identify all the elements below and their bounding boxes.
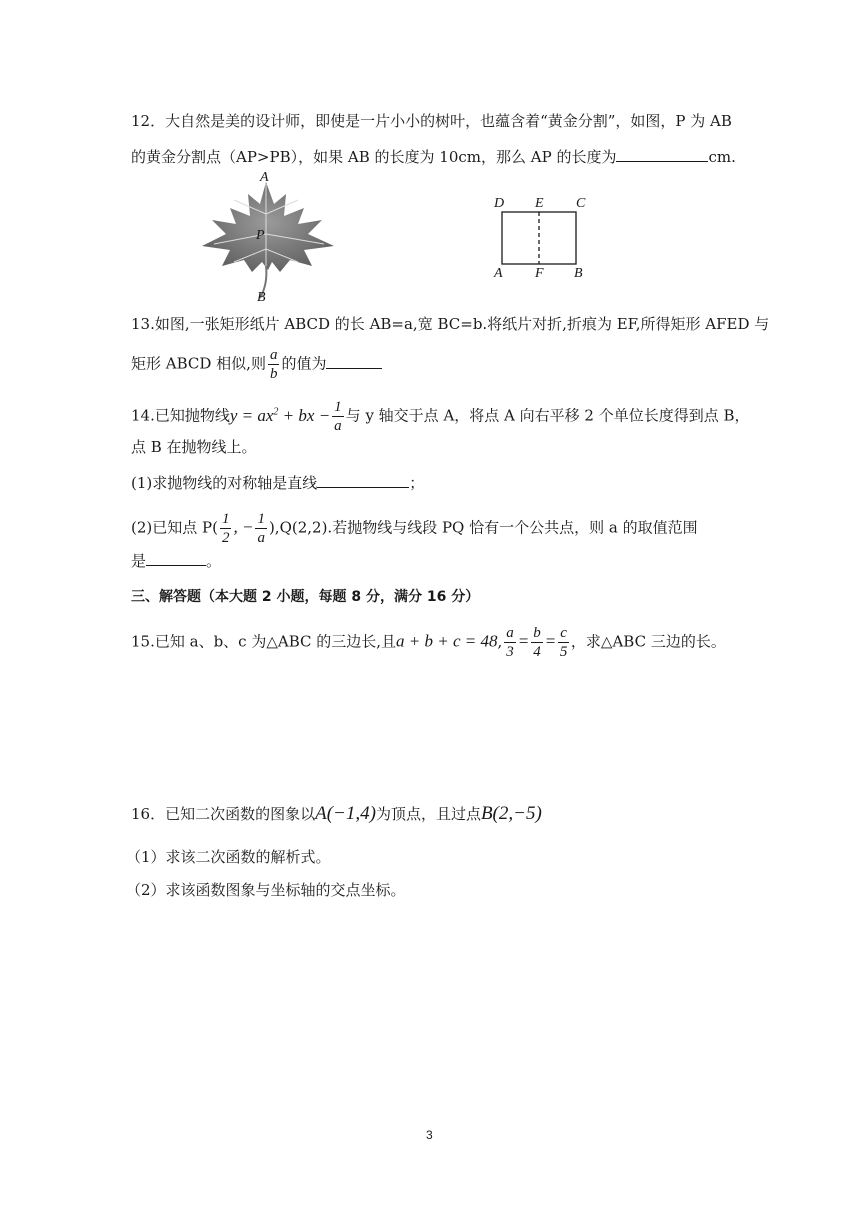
leaf-shape — [202, 182, 334, 272]
q13-line1: 13.如图,一张矩形纸片 ABCD 的长 AB=a,宽 BC=b.将纸片对折,折痕为 EF,所得矩形 AFED 与 — [131, 315, 770, 333]
leaf-label-b: B — [257, 290, 266, 305]
q15-sum-equation: a + b + c = 48 — [396, 631, 498, 651]
q13-line2 — [131, 346, 382, 383]
q12-line2 — [131, 146, 736, 168]
p-y-fraction: $\frac{1}{a}$ — [257, 511, 265, 546]
q15-fraction-c: $\frac{c}{5}$ — [559, 625, 568, 660]
q12-line1: 12．大自然是美的设计师，即使是一片小小的树叶，也蕴含着“黄金分割”，如图，P 为 AB — [131, 112, 732, 130]
q12-answer-blank[interactable] — [616, 147, 708, 162]
q16-line: 16．已知二次函数的图象以A(−1,4)为顶点，且过点B(2,−5) — [131, 803, 542, 824]
leaf-label-a: A — [260, 170, 269, 185]
q15-line: 15.已知 a、b、c 为△ABC 的三边长,且a + b + c = 48, $\frac{a}{3}$ = $\frac{b}{4}$ = $\frac{c}{5}$ ，求△ABC 三边的长。 — [131, 625, 726, 660]
rect-label-b: B — [574, 266, 583, 281]
rect-label-a: A — [494, 266, 503, 281]
rect-label-c: C — [576, 196, 586, 211]
q14-line1: 14.已知抛物线$y = ax^2$ + bx − $\frac{1}{a}$ 与 y 轴交于点 A，将点 A 向右平移 2 个单位长度得到点 B， — [131, 399, 750, 434]
q14-part2-blank[interactable] — [146, 551, 206, 566]
q14-line2: 点 B 在抛物线上。 — [131, 438, 257, 456]
q15-fraction-a: $\frac{a}{3}$ — [506, 625, 514, 660]
q12-unit: cm. — [708, 148, 736, 166]
rect-label-f: F — [535, 266, 544, 281]
q12-line2-text: 的黄金分割点（AP>PB），如果 AB 的长度为 10cm，那么 AP 的长度为 — [131, 148, 617, 166]
maple-leaf-figure — [194, 174, 344, 306]
q16-part1: （1）求该二次函数的解析式。 — [126, 848, 331, 866]
page-number: 3 — [426, 1128, 433, 1142]
q16-point-a: A(−1,4) — [315, 803, 376, 824]
q14-part1-blank[interactable] — [317, 473, 409, 488]
q14-part2-line2: 是 。 — [131, 552, 222, 570]
q14-fraction: $\frac{1}{a}$ — [334, 399, 342, 434]
leaf-label-p: P — [256, 228, 265, 243]
q14-part2: (2)已知点 P( $\frac{1}{2}$ , − $\frac{1}{a}$ ),Q(2,2).若抛物线与线段 PQ 恰有一个公共点，则 a 的取值范围 — [131, 511, 698, 546]
p-x-fraction: $\frac{1}{2}$ — [221, 511, 230, 546]
q15-fraction-b: $\frac{b}{4}$ — [533, 625, 541, 660]
q13-line2-post: 的值为 — [281, 354, 327, 373]
q14-equation: $y = ax^2$ + bx − — [229, 405, 331, 425]
q16-part2: （2）求该函数图象与坐标轴的交点坐标。 — [126, 881, 406, 899]
q13-answer-blank[interactable] — [326, 354, 382, 369]
section-3-heading: 三、解答题（本大题 2 小题，每题 8 分，满分 16 分） — [131, 589, 480, 605]
q16-point-b: B(2,−5) — [480, 803, 542, 824]
rect-label-e: E — [535, 196, 544, 211]
q13-line2-text: 矩形 ABCD 相似,则 — [131, 354, 266, 373]
q13-fraction: $\frac{a}{b}$ — [269, 347, 278, 382]
rect-label-d: D — [494, 196, 505, 211]
q14-part1: (1)求抛物线的对称轴是直线 ； — [131, 474, 425, 492]
